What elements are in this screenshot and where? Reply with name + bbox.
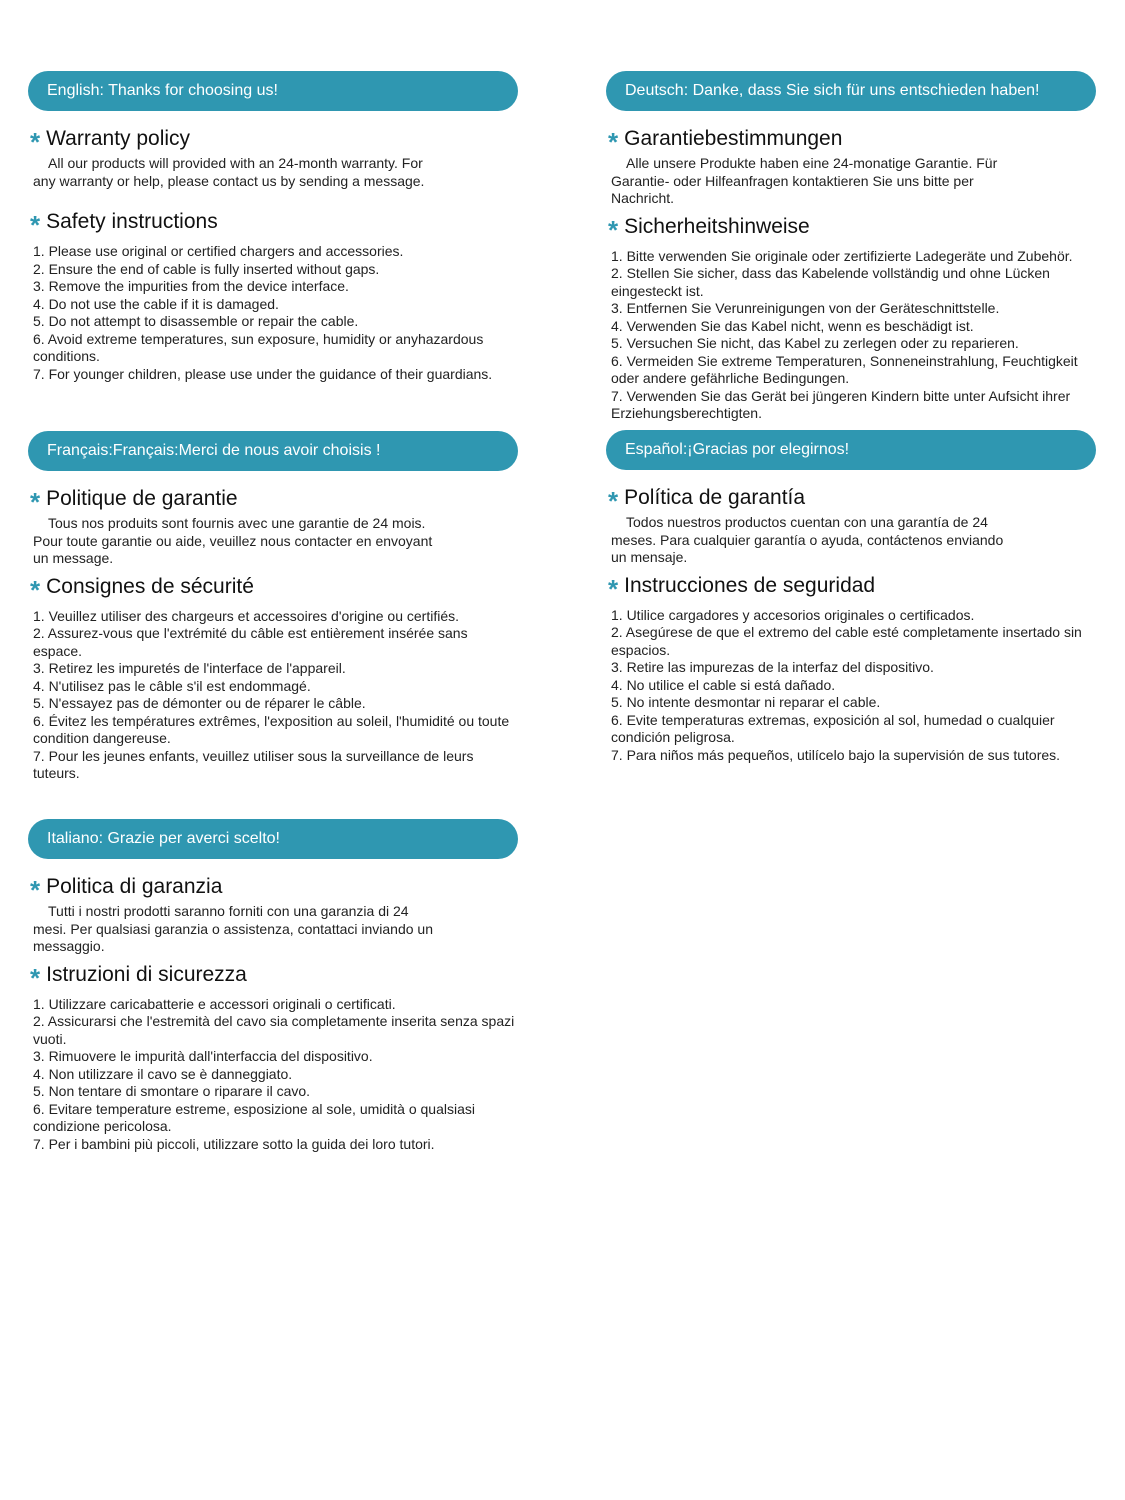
safety-item: 5. Do not attempt to disassemble or repair the cable. [33,313,359,329]
warranty-title: Warranty policy [46,127,191,150]
warranty-text: Tous nos produits sont fournis avec une garantie de 24 mois. Pour toute garantie ou aide, veuillez nous contacter en envoyant un message. [33,515,433,566]
safety-item: 3. Entfernen Sie Verunreinigungen von der Geräteschnittstelle. [611,300,1000,316]
safety-item: 1. Utilice cargadores y accesorios originales o certificados. [611,606,975,623]
warranty-heading [608,485,1096,516]
safety-heading [608,573,1096,604]
safety-title: Consignes de sécurité [46,574,254,598]
asterisk-icon: * [608,486,619,516]
section-italiano [28,819,518,1153]
safety-item: 5. Non tentare di smontare o riparare il cavo. [33,1083,311,1099]
language-banner: Deutsch: Danke, dass Sie sich für uns entschieden haben! [606,71,1096,111]
safety-item: 5. Versuchen Sie nicht, das Kabel zu zerlegen oder zu reparieren. [611,335,1019,351]
safety-heading [30,574,518,605]
language-banner: Français:Français:Merci de nous avoir choisis ! [28,431,518,471]
section-francais [28,431,518,783]
safety-item: 1. Please use original or certified chargers and accessories. [33,243,404,259]
safety-item: 4. N'utilisez pas le câble s'il est endommagé. [33,677,311,694]
safety-heading [30,962,518,993]
warranty-title: Política de garantía [624,486,806,509]
asterisk-icon: * [30,962,41,993]
asterisk-icon: * [608,573,619,604]
warranty-title: Politique de garantie [46,487,238,510]
warranty-heading [608,126,1096,157]
asterisk-icon: * [608,214,619,245]
language-banner: Italiano: Grazie per averci scelto! [28,819,518,859]
safety-list [606,607,1096,765]
asterisk-icon: * [30,875,41,905]
safety-heading [608,214,1096,245]
safety-item: 5. No intente desmontar ni reparar el cable. [611,694,881,710]
safety-item: 4. Do not use the cable if it is damaged. [33,295,279,312]
warranty-text: All our products will provided with an 24-month warranty. For any warranty or help, please contact us by sending a message. [33,155,425,189]
safety-title: Safety instructions [46,210,218,233]
asterisk-icon: * [30,574,41,605]
warranty-text: Todos nuestros productos cuentan con una garantía de 24 meses. Para cualquier garantía o ayuda, contáctenos enviando un mensaje. [611,514,1004,565]
asterisk-icon: * [30,487,41,517]
safety-list [28,996,518,1154]
safety-item: 2. Stellen Sie sicher, dass das Kabelende vollständig und ohne Lücken eingesteckt ist. [611,265,1050,299]
safety-item: 6. Avoid extreme temperatures, sun exposure, humidity or anyhazardous conditions. [33,330,484,364]
safety-item: 3. Retirez les impuretés de l'interface de l'appareil. [33,660,346,676]
warranty-heading [30,486,518,517]
safety-item: 7. For younger children, please use under the guidance of their guardians. [33,365,493,382]
safety-item: 4. No utilice el cable si está dañado. [611,676,836,693]
safety-item: 3. Remove the impurities from the device interface. [33,278,349,294]
safety-item: 4. Verwenden Sie das Kabel nicht, wenn es beschädigt ist. [611,317,974,334]
safety-list [28,243,518,383]
warranty-text: Tutti i nostri prodotti saranno forniti con una garanzia di 24 mesi. Per qualsiasi garanzia o assistenza, contattaci inviando un messaggio. [33,903,433,954]
section-english [28,71,518,383]
safety-item: 3. Retire las impurezas de la interfaz del dispositivo. [611,659,934,675]
safety-item: 6. Evite temperaturas extremas, exposición al sol, humedad o cualquier condición peligrosa. [611,711,1055,745]
safety-item: 1. Bitte verwenden Sie originale oder zertifizierte Ladegeräte und Zubehör. [611,247,1073,264]
safety-title: Instrucciones de seguridad [624,573,876,597]
safety-item: 1. Veuillez utiliser des chargeurs et accessoires d'origine ou certifiés. [33,607,459,624]
warranty-title: Politica di garanzia [46,875,223,898]
warranty-text: Alle unsere Produkte haben eine 24-monatige Garantie. Für Garantie- oder Hilfeanfragen kontaktieren Sie uns bitte per Nachricht. [611,155,998,206]
safety-item: 3. Rimuovere le impurità dall'interfaccia del dispositivo. [33,1048,373,1064]
section-deutsch [606,71,1096,423]
safety-item: 2. Ensure the end of cable is fully inserted without gaps. [33,260,380,277]
language-banner: English: Thanks for choosing us! [28,71,518,111]
warranty-title: Garantiebestimmungen [624,127,843,150]
safety-list [606,248,1096,423]
safety-item: 1. Utilizzare caricabatterie e accessori originali o certificati. [33,995,396,1012]
language-banner: Español:¡Gracias por elegirnos! [606,430,1096,470]
warranty-heading [30,126,518,157]
safety-heading [30,209,518,240]
warranty-heading [30,874,518,905]
safety-item: 7. Per i bambini più piccoli, utilizzare sotto la guida dei loro tutori. [33,1135,435,1152]
safety-item: 2. Assurez-vous que l'extrémité du câble est entièrement insérée sans espace. [33,625,468,659]
safety-item: 6. Évitez les températures extrêmes, l'exposition au soleil, l'humidité ou toute condition dangereuse. [33,712,510,746]
asterisk-icon: * [30,210,41,240]
safety-item: 7. Verwenden Sie das Gerät bei jüngeren Kindern bitte unter Aufsicht ihrer Erziehungsberechtigten. [611,387,1071,421]
safety-item: 2. Assicurarsi che l'estremità del cavo sia completamente inserita senza spazi vuoti. [33,1013,515,1047]
safety-item: 4. Non utilizzare il cavo se è danneggiato. [33,1065,293,1082]
safety-title: Sicherheitshinweise [624,214,810,238]
safety-item: 6. Vermeiden Sie extreme Temperaturen, Sonneneinstrahlung, Feuchtigkeit oder andere gefährliche Bedingungen. [611,352,1078,386]
safety-item: 6. Evitare temperature estreme, esposizione al sole, umidità o qualsiasi condizione pericolosa. [33,1100,475,1134]
safety-list [28,608,518,783]
safety-title: Istruzioni di sicurezza [46,962,247,986]
safety-item: 2. Asegúrese de que el extremo del cable esté completamente insertado sin espacios. [611,624,1082,658]
section-espanol [606,430,1096,764]
safety-item: 5. N'essayez pas de démonter ou de réparer le câble. [33,695,366,711]
safety-item: 7. Pour les jeunes enfants, veuillez utiliser sous la surveillance de leurs tuteurs. [33,747,474,781]
asterisk-icon: * [30,127,41,157]
asterisk-icon: * [608,127,619,157]
safety-item: 7. Para niños más pequeños, utilícelo bajo la supervisión de sus tutores. [611,746,1061,763]
